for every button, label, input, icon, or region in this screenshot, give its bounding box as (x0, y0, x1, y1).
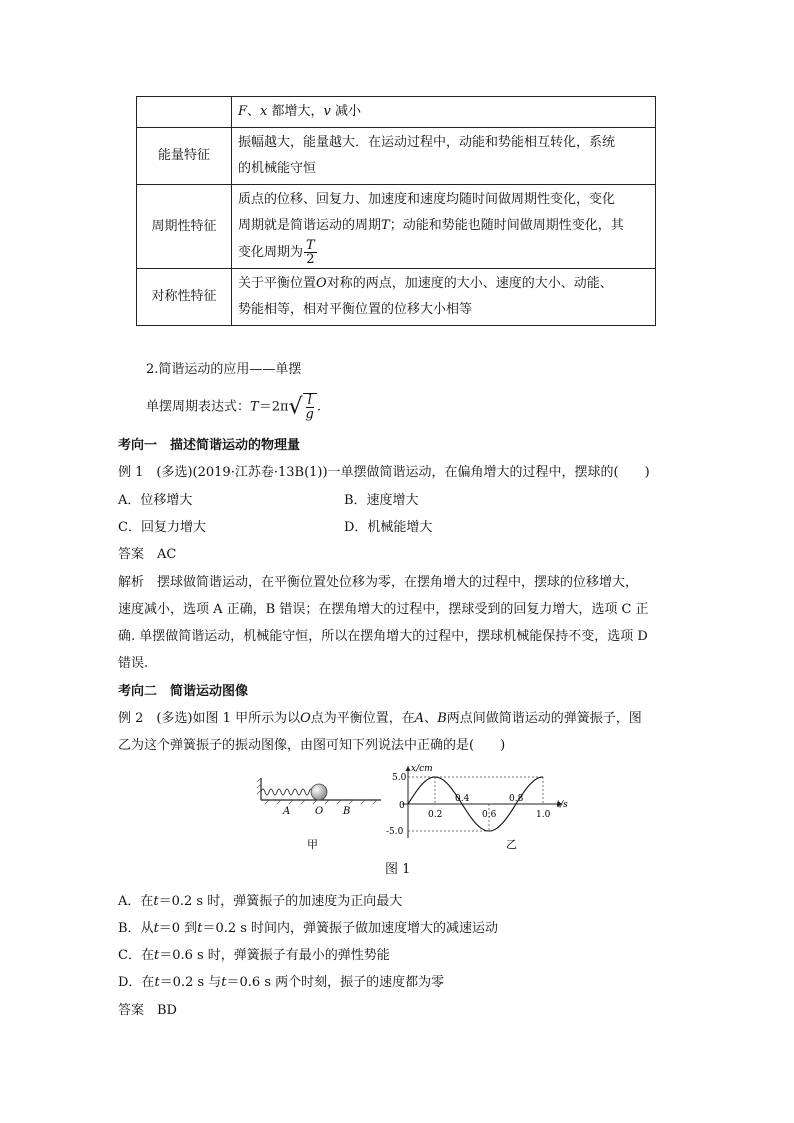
y-tick-label: 5.0 (392, 773, 407, 783)
fraction: $\frac{T}{2}$ (306, 238, 315, 267)
example-stem: 例 1 (多选)(2019·江苏卷·13B(1))一单摆做简谐运动，在偏角增大的过程中，摆球的( ) (118, 465, 650, 480)
pendulum-formula: 单摆周期表达式：T＝2π√ $\frac{l}{g}$ . (146, 393, 322, 422)
table-row (137, 97, 656, 128)
example-stem: 乙为这个弹簧振子的振动图像，由图可知下列说法中正确的是( ) (118, 738, 506, 753)
x-tick-label: 1.0 (536, 810, 551, 820)
topic-heading: 考向二 简谐运动图像 (118, 684, 249, 699)
y-axis-label: x/cm (411, 764, 433, 774)
x-tick-label: 0.6 (482, 810, 497, 820)
row-key: 对称性特征 (137, 269, 232, 326)
graph-caption-yi: 乙 (506, 838, 517, 851)
analysis-line: 解析 摆球做简谐运动，在平衡位置处位移为零，在摆角增大的过程中，摆球的位移增大， (118, 575, 639, 590)
topic-heading: 考向一 描述简谐运动的物理量 (118, 438, 301, 453)
vibration-graph (370, 760, 568, 852)
row-value: 关于平衡位置O对称的两点，加速度的大小、速度的大小、动能、 势能相等，相对平衡位置的位移大小相等 (232, 269, 656, 326)
option-c: C．在t＝0.6 s 时，弹簧振子有最小的弹性势能 (118, 948, 390, 963)
label-o: O (315, 806, 324, 817)
figure-caption: 图 1 (385, 862, 411, 877)
y-tick-label: -5.0 (386, 827, 404, 837)
answer: 答案 AC (118, 547, 177, 562)
option-c: C．回复力增大 (118, 520, 206, 535)
option-d: D．机械能增大 (344, 520, 433, 535)
row-value: 振幅越大，能量越大．在运动过程中，动能和势能相互转化，系统 的机械能守恒 (232, 128, 656, 185)
label-b: B (343, 806, 351, 817)
analysis-line: 确. 单摆做简谐运动，机械能守恒，所以在摆角增大的过程中，摆球机械能保持不变，选项 D (118, 629, 648, 644)
row-key (137, 97, 232, 128)
analysis-line: 速度减小，选项 A 正确，B 错误；在摆角增大的过程中，摆球受到的回复力增大，选项 C 正 (118, 602, 649, 617)
origin-label: 0 (399, 801, 405, 811)
figure-caption-jia: 甲 (307, 838, 318, 851)
option-a: A．位移增大 (118, 493, 193, 508)
table-row (137, 185, 656, 269)
table-row (137, 269, 656, 326)
row-value: F、x 都增大，v 减小 (232, 97, 656, 128)
row-key: 能量特征 (137, 128, 232, 185)
y-axis-arrow-icon (406, 766, 411, 771)
row-key: 周期性特征 (137, 185, 232, 269)
ball-icon (311, 784, 327, 800)
x-axis-label: t/s (556, 800, 568, 810)
characteristics-table (136, 96, 656, 326)
analysis-line: 错误. (118, 656, 149, 671)
table-row (137, 128, 656, 185)
answer: 答案 BD (118, 1003, 177, 1018)
option-b: B．速度增大 (344, 493, 419, 508)
x-tick-label: 0.4 (455, 794, 470, 804)
section-title: 2.简谐运动的应用——单摆 (146, 362, 302, 377)
option-a: A．在t＝0.2 s 时，弹簧振子的加速度为正向最大 (118, 894, 403, 909)
label-a: A (283, 806, 291, 817)
x-tick-label: 0.2 (428, 810, 443, 820)
option-b: B．从t＝0 到t＝0.2 s 时间内，弹簧振子做加速度增大的减速运动 (118, 921, 499, 936)
spring-oscillator-figure (255, 770, 385, 850)
example-stem: 例 2 (多选)如图 1 甲所示为以O点为平衡位置，在A、B两点间做简谐运动的弹簧振子，图 (118, 711, 642, 726)
row-value: 质点的位移、回复力、加速度和速度均随时间做周期性变化，变化 周期就是简谐运动的周期T；动能和势能也随时间做周期性变化，其 变化周期为 $\frac{T}{2}$ (232, 185, 656, 269)
x-tick-label: 0.8 (509, 794, 524, 804)
option-d: D．在t＝0.2 s 与t＝0.6 s 两个时刻，振子的速度都为零 (118, 975, 445, 990)
sqrt-icon: √ (288, 394, 303, 420)
